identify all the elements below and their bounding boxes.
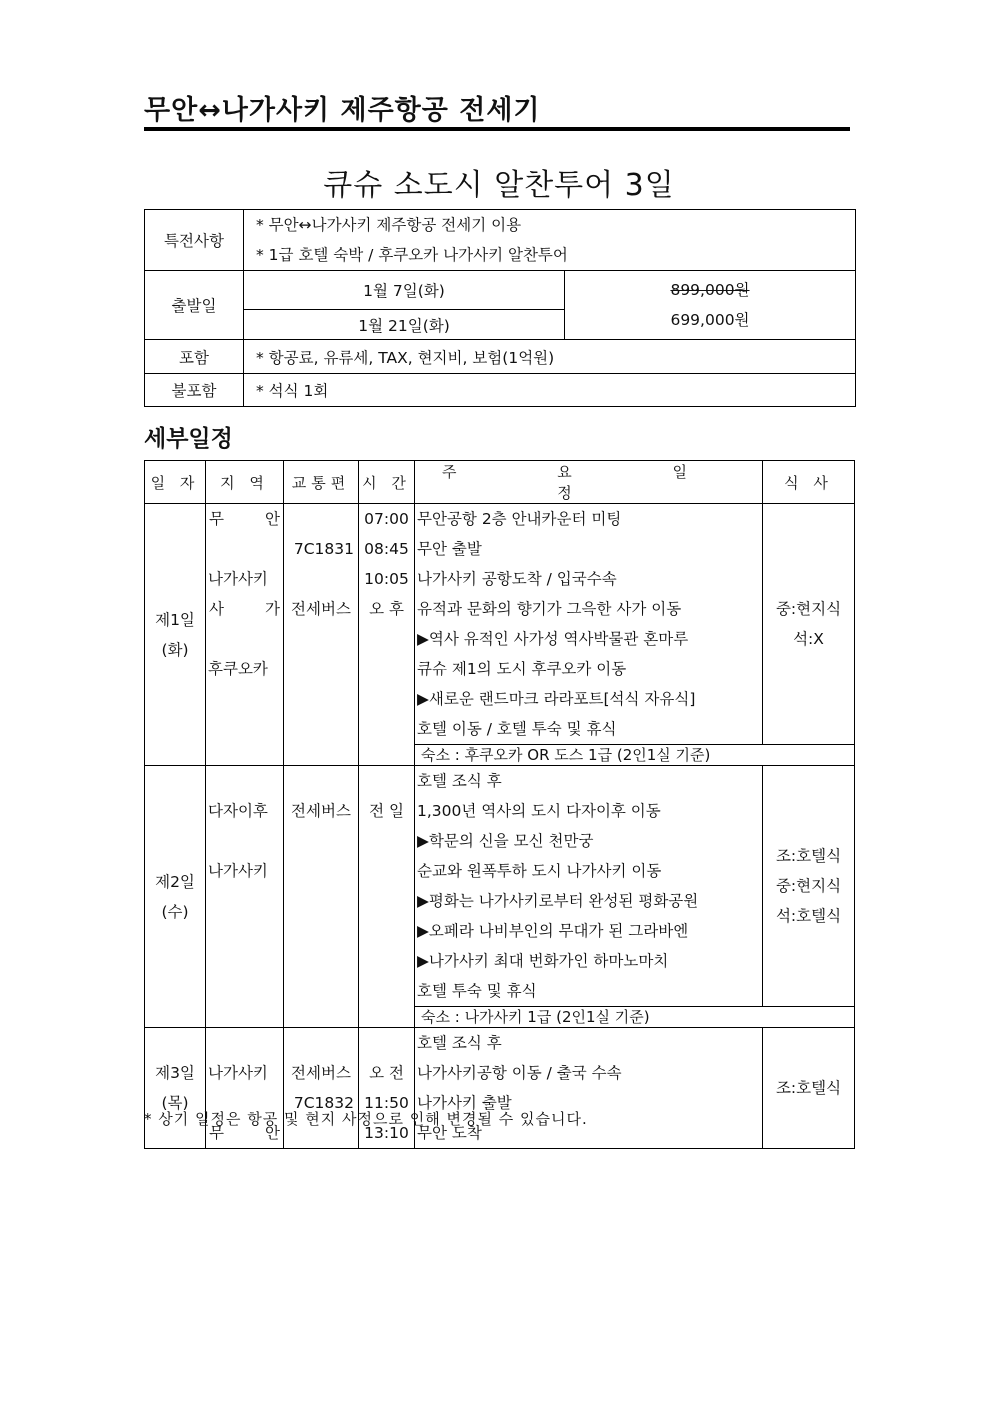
doc-title: 큐슈 소도시 알찬투어 3일 bbox=[323, 168, 675, 203]
footnote: * 상기 일정은 항공 및 현지 사정으로 인해 변경될 수 있습니다. bbox=[144, 1110, 588, 1128]
region-part: 안 bbox=[265, 510, 280, 528]
header-date: 일 자 bbox=[145, 461, 206, 504]
region-text bbox=[206, 1028, 283, 1058]
region-text bbox=[206, 766, 283, 796]
include-text: * 항공료, 유류세, TAX, 현지비, 보험(1억원) bbox=[244, 340, 856, 374]
itinerary-item: ▶새로운 랜드마크 라라포트[석식 자유식] bbox=[417, 690, 696, 708]
itinerary-item: 유적과 문화의 향기가 그윽한 사가 이동 bbox=[417, 600, 682, 618]
price-cell bbox=[565, 271, 856, 340]
region-part: 무 bbox=[209, 510, 224, 528]
day-1-meal bbox=[763, 504, 855, 745]
region-text: 나가사키 bbox=[208, 1064, 268, 1082]
transport-text bbox=[284, 564, 358, 594]
region-text: 다자이후 bbox=[208, 802, 268, 820]
transport-text: 전세버스 bbox=[291, 600, 351, 618]
day-label: 제1일 bbox=[155, 610, 195, 629]
itinerary-item: 무안 도착 bbox=[417, 1124, 482, 1142]
region-text bbox=[206, 714, 283, 744]
region-text: 나가사키 bbox=[208, 862, 268, 880]
region-text bbox=[206, 684, 283, 714]
day-2-region bbox=[206, 766, 284, 1028]
time-text: 10:05 bbox=[364, 570, 409, 588]
include-row bbox=[145, 340, 856, 374]
header-transport: 교통편 bbox=[284, 461, 359, 504]
section-title: 세부일정 bbox=[144, 426, 233, 452]
exclude-label: 불포함 bbox=[145, 374, 244, 407]
day-weekday: (화) bbox=[161, 640, 189, 659]
day-3-itinerary bbox=[415, 1028, 763, 1149]
special-item: * 1급 호텔 숙박 / 후쿠오카 나가사키 알찬투어 bbox=[256, 246, 568, 264]
transport-text: 7C1832 bbox=[293, 1094, 354, 1112]
day-3-cell bbox=[145, 1028, 206, 1149]
itinerary-item: 1,300년 역사의 도시 다자이후 이동 bbox=[417, 802, 661, 820]
transport-text bbox=[284, 766, 358, 796]
day-1-cell bbox=[145, 504, 206, 766]
departure-date: 1월 21일(화) bbox=[244, 310, 565, 340]
accommodation-text: 숙소 : 나가사키 1급 (2인1실 기준) bbox=[415, 1007, 855, 1028]
departure-date: 1월 7일(화) bbox=[244, 271, 565, 310]
itinerary-item: ▶오페라 나비부인의 무대가 된 그라바엔 bbox=[417, 922, 689, 940]
day-2-cell bbox=[145, 766, 206, 1028]
itinerary-item: 호텔 조식 후 bbox=[417, 1034, 502, 1052]
region-split bbox=[206, 504, 283, 534]
day-1-transport bbox=[284, 504, 359, 766]
itinerary-item: 호텔 이동 / 호텔 투숙 및 휴식 bbox=[417, 720, 617, 738]
day-2-row bbox=[145, 766, 855, 1007]
itinerary-item: 나가사키 공항도착 / 입국수속 bbox=[417, 570, 617, 588]
itinerary-item: 나가사키 출발 bbox=[417, 1094, 512, 1112]
region-part: 안 bbox=[265, 1124, 280, 1142]
special-row bbox=[145, 210, 856, 271]
day-label: 제3일 bbox=[155, 1064, 195, 1082]
time-text: 오 전 bbox=[369, 1064, 404, 1082]
time-text: 11:50 bbox=[364, 1094, 409, 1112]
day-1-region bbox=[206, 504, 284, 766]
meal-item: 조:호텔식 bbox=[775, 847, 842, 865]
time-text: 07:00 bbox=[364, 510, 409, 528]
itinerary-item: 무안 출발 bbox=[417, 540, 482, 558]
time-text bbox=[359, 1028, 414, 1058]
time-text: 전 일 bbox=[369, 802, 404, 820]
day-2-time bbox=[359, 766, 415, 1028]
special-label: 특전사항 bbox=[145, 210, 244, 271]
transport-text: 전세버스 bbox=[291, 1064, 351, 1082]
day-3-row bbox=[145, 1028, 855, 1149]
summary-table bbox=[144, 209, 856, 407]
region-text bbox=[206, 624, 283, 654]
region-text: 나가사키 bbox=[208, 570, 268, 588]
itinerary-item: ▶역사 유적인 사가성 역사박물관 혼마루 bbox=[417, 630, 689, 648]
region-split bbox=[206, 594, 283, 624]
meal-item: 석:X bbox=[793, 630, 824, 648]
exclude-text: * 석식 1회 bbox=[244, 374, 856, 407]
schedule-header-row bbox=[145, 461, 855, 504]
price-old: 899,000원 bbox=[670, 281, 750, 299]
meal-item: 중:현지식 bbox=[775, 877, 842, 895]
day-1-row bbox=[145, 504, 855, 745]
day-3-transport bbox=[284, 1028, 359, 1149]
itinerary-item: 호텔 투숙 및 휴식 bbox=[417, 982, 537, 1000]
day-2-meal bbox=[763, 766, 855, 1007]
header-title: 무안↔나가사키 제주항공 전세기 bbox=[144, 95, 541, 126]
itinerary-item: 호텔 조식 후 bbox=[417, 772, 502, 790]
price-new: 699,000원 bbox=[670, 311, 750, 329]
day-weekday: (수) bbox=[161, 902, 189, 921]
itinerary-item: 나가사키공항 이동 / 출국 수속 bbox=[417, 1064, 622, 1082]
time-text bbox=[359, 766, 414, 796]
itinerary-item: ▶평화는 나가사키로부터 완성된 평화공원 bbox=[417, 892, 699, 910]
meal-item: 석:호텔식 bbox=[775, 907, 842, 925]
transport-text: 7C1831 bbox=[293, 540, 354, 558]
transport-text bbox=[284, 1028, 358, 1058]
day-3-region bbox=[206, 1028, 284, 1149]
region-text bbox=[206, 826, 283, 856]
transport-text bbox=[284, 504, 358, 534]
day-1-time bbox=[359, 504, 415, 766]
day-label: 제2일 bbox=[155, 872, 195, 891]
header-rule bbox=[144, 127, 850, 131]
region-text bbox=[206, 534, 283, 564]
region-part: 무 bbox=[209, 1124, 224, 1142]
itinerary-item: ▶나가사키 최대 번화가인 하마노마치 bbox=[417, 952, 669, 970]
day-weekday: (목) bbox=[161, 1094, 189, 1112]
exclude-row bbox=[145, 374, 856, 407]
itinerary-item: ▶학문의 신을 모신 천만궁 bbox=[417, 832, 594, 850]
include-label: 포함 bbox=[145, 340, 244, 374]
region-text: 후쿠오카 bbox=[208, 660, 268, 678]
time-text: 13:10 bbox=[364, 1124, 409, 1142]
departure-row bbox=[145, 271, 856, 310]
day-2-transport bbox=[284, 766, 359, 1028]
day-1-itinerary bbox=[415, 504, 763, 745]
header-region: 지 역 bbox=[206, 461, 284, 504]
transport-text: 전세버스 bbox=[291, 802, 351, 820]
meal-item: 중:현지식 bbox=[775, 600, 842, 618]
header-meal: 식 사 bbox=[763, 461, 855, 504]
day-3-meal bbox=[763, 1028, 855, 1149]
time-text: 오 후 bbox=[369, 600, 404, 618]
region-part: 사 bbox=[209, 600, 224, 618]
day-3-time bbox=[359, 1028, 415, 1149]
header-time: 시 간 bbox=[359, 461, 415, 504]
schedule-table bbox=[144, 460, 855, 1149]
itinerary-item: 큐슈 제1의 도시 후쿠오카 이동 bbox=[417, 660, 627, 678]
departure-label: 출발일 bbox=[145, 271, 244, 340]
accommodation-text: 숙소 : 후쿠오카 OR 도스 1급 (2인1실 기준) bbox=[415, 745, 855, 766]
special-cell bbox=[244, 210, 856, 271]
day-2-itinerary bbox=[415, 766, 763, 1007]
header-itinerary: 주 요 일 정 bbox=[415, 461, 763, 504]
itinerary-item: 순교와 원폭투하 도시 나가사키 이동 bbox=[417, 862, 662, 880]
itinerary-item: 무안공항 2층 안내카운터 미팅 bbox=[417, 510, 622, 528]
special-item: * 무안↔나가사키 제주항공 전세기 이용 bbox=[256, 216, 522, 234]
meal-item: 조:호텔식 bbox=[775, 1079, 842, 1097]
region-part: 가 bbox=[265, 600, 280, 618]
time-text: 08:45 bbox=[364, 540, 409, 558]
